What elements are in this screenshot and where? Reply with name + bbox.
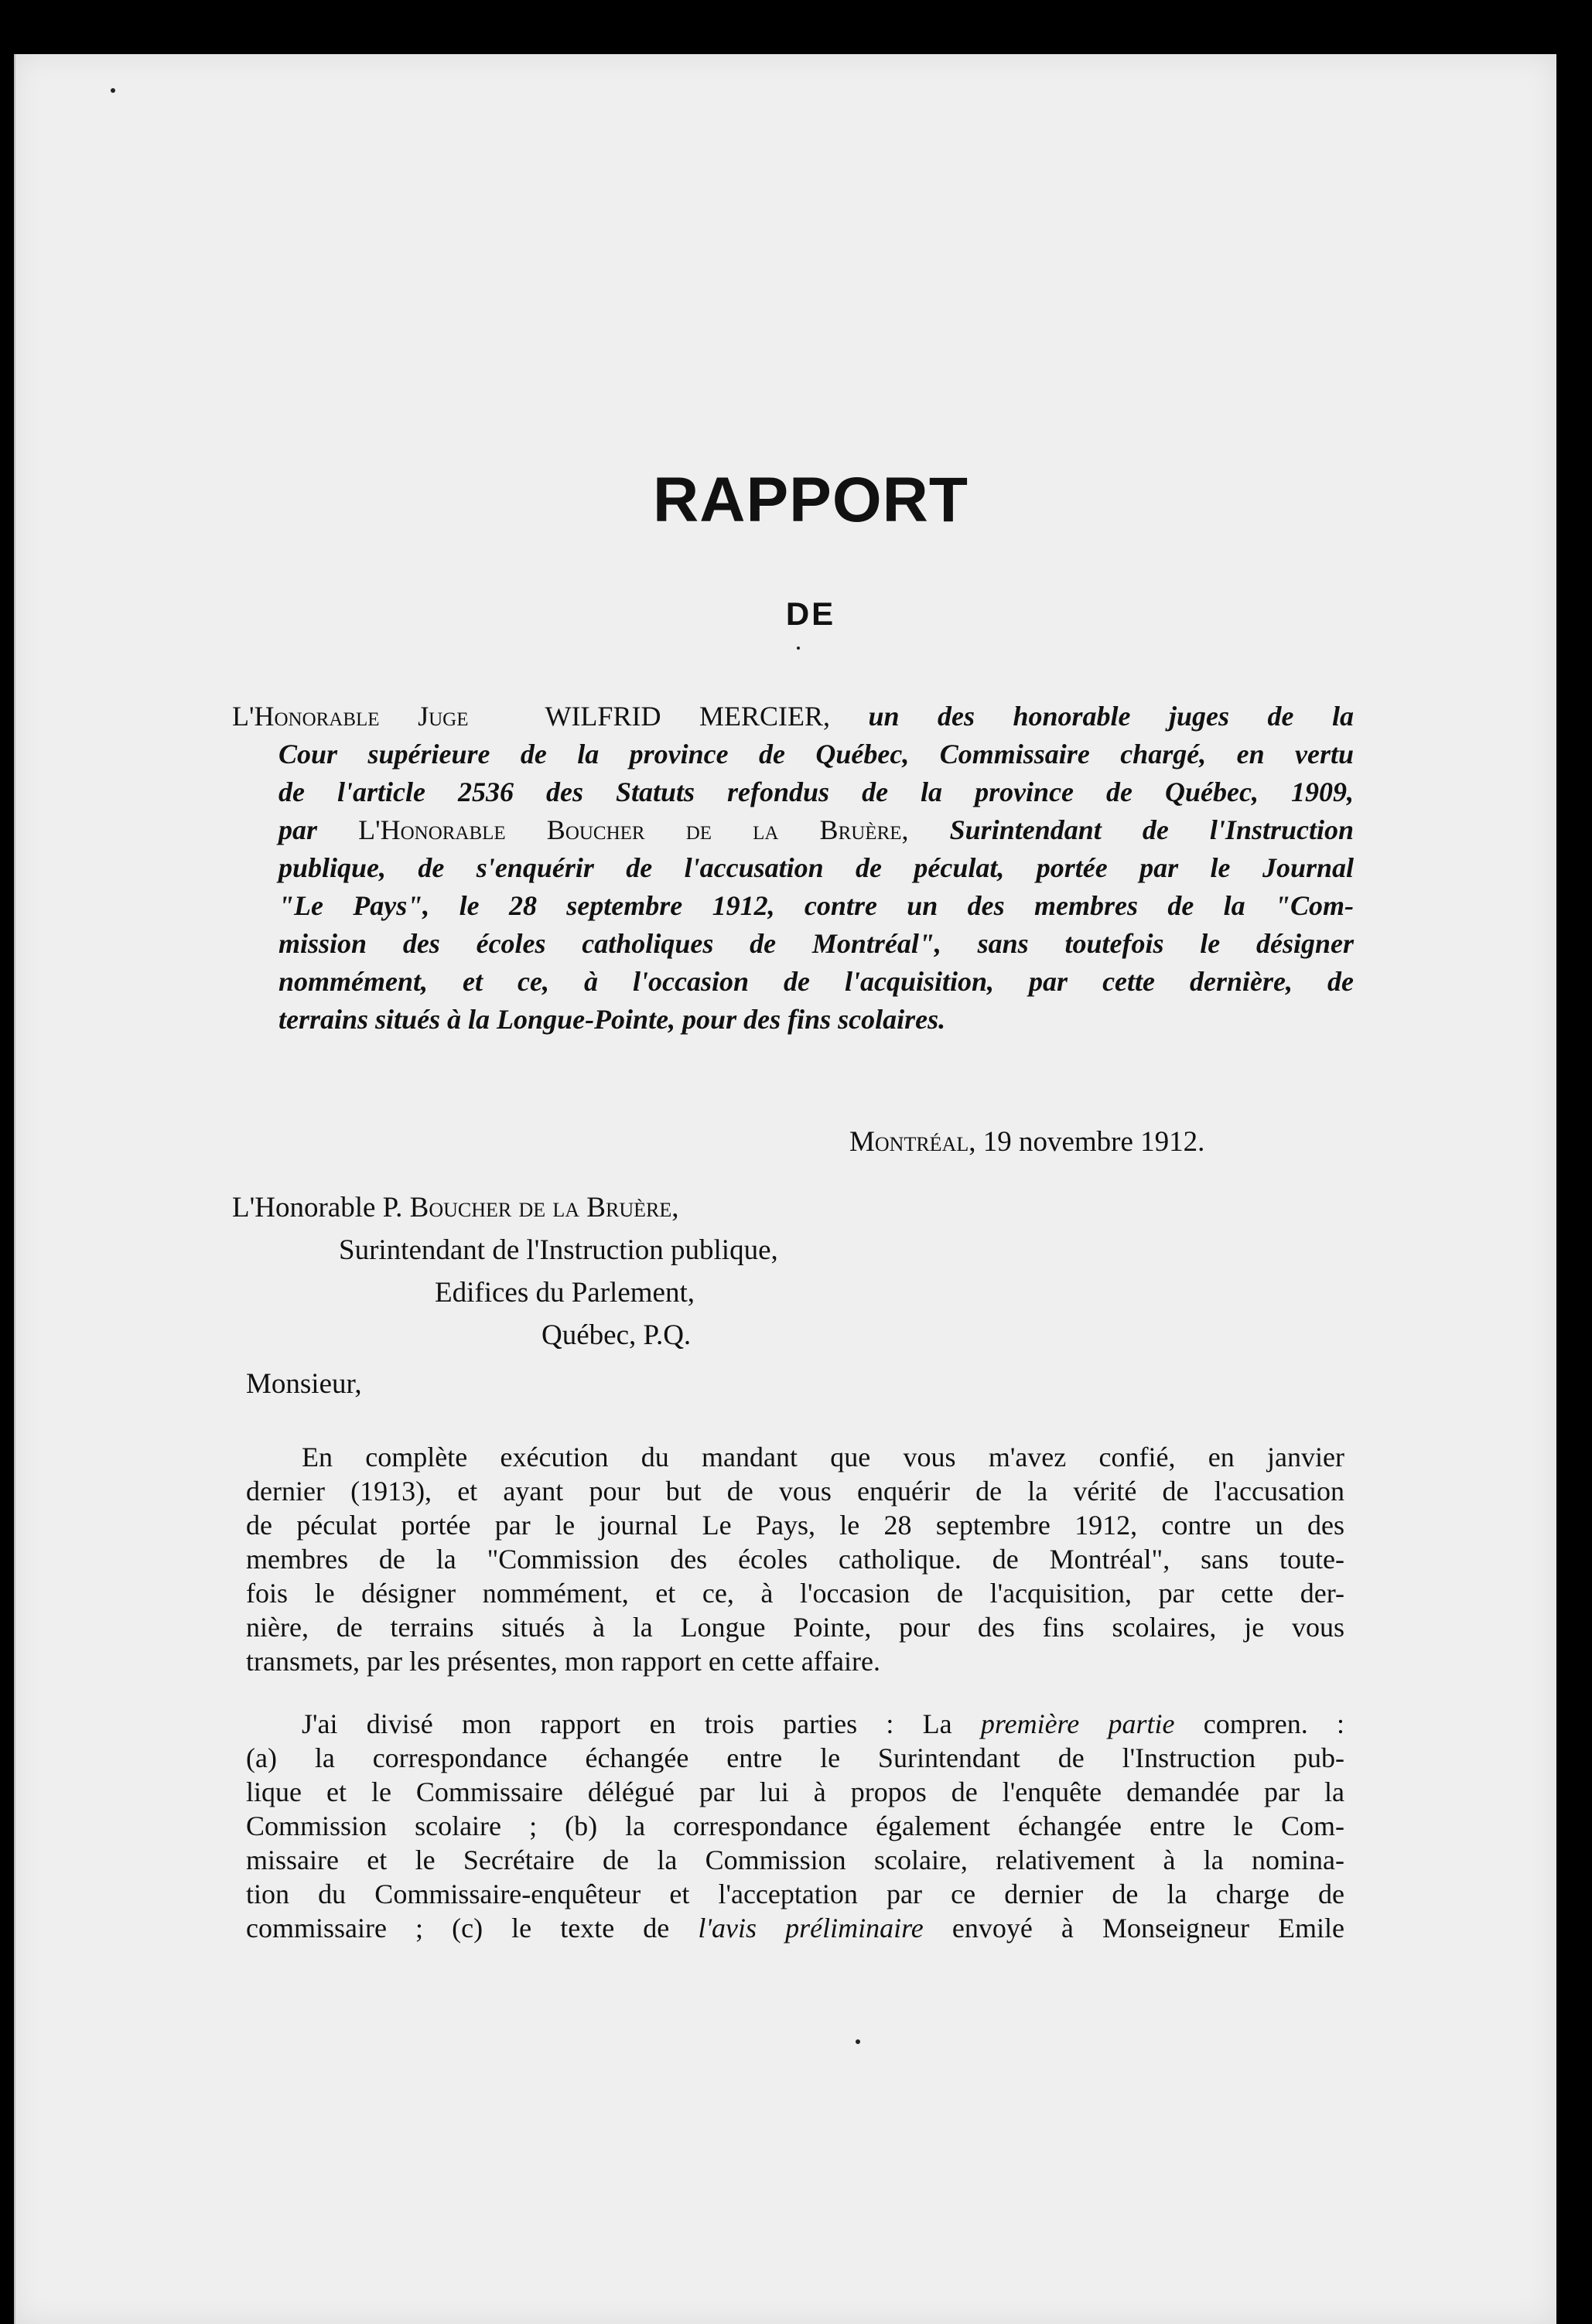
paragraph-line: missaire et le Secrétaire de la Commission scolaire, relativement à la nomina- [246,1845,1344,1875]
address-line [232,1186,778,1229]
heading-line: terrains situés à la Longue-Pointe, pour des fins scolaires. [278,1004,946,1035]
recipient-address [232,1186,778,1357]
heading-text: Surintendant de l'Instruction [949,814,1355,845]
heading-text: un des honorable juges de la [868,701,1355,732]
paragraph-line: fois le désigner nommément, et ce, à l'occasion de l'acquisition, par cette der- [246,1578,1344,1609]
paragraph-text: commissaire ; (c) le texte de [246,1913,670,1943]
heading-judge-name: WILFRID MERCIER, [545,701,830,732]
paragraph-text: J'ai divisé mon rapport en trois parties : La [302,1708,952,1739]
heading-line: "Le Pays", le 28 septembre 1912, contre un des membres de la "Com- [278,890,1354,921]
document-subtitle: DE [785,596,836,632]
paragraph-text: compren. : [1203,1708,1345,1739]
scan-speck [797,647,800,650]
paragraph-line: En complète exécution du mandant que vous m'avez confié, en janvier [302,1442,1344,1473]
heading-text: par [278,814,318,845]
heading-line [232,811,1354,849]
paragraph-line: nière, de terrains situés à la Longue Pointe, pour des fins scolaires, je vous [246,1612,1344,1643]
paragraph-line: transmets, par les présentes, mon rapport en cette affaire. [246,1646,881,1677]
heading-superintendent: L'Honorable Boucher de la Bruère, [358,814,909,845]
address-line: Québec, P.Q. [541,1319,692,1351]
paragraph-line: dernier (1913), et ayant pour but de vous enquérir de la vérité de l'accusation [246,1476,1344,1507]
address-line: Surintendant de l'Instruction publique, [339,1234,778,1266]
heading-line: nommément, et ce, à l'occasion de l'acquisition, par cette dernière, de [278,966,1354,997]
heading-line: publique, de s'enquérir de l'accusation de péculat, portée par le Journal [278,852,1354,883]
page-edge [14,54,15,2324]
paragraph-emphasis: l'avis préliminaire [698,1913,924,1943]
paragraph-line: lique et le Commissaire délégué par lui à propos de l'enquête demandée par la [246,1776,1344,1807]
salutation: Monsieur, [246,1368,362,1400]
address-line: Edifices du Parlement, [435,1277,695,1309]
report-heading [232,698,1354,1039]
paragraph-line [246,1707,1344,1741]
heading-line: mission des écoles catholiques de Montréal", sans toutefois le désigner [278,928,1354,959]
letter-date [849,1125,1204,1159]
date-place: Montréal, [849,1126,976,1158]
address-name: Boucher de la Bruère, [409,1192,679,1223]
heading-honorific: L'Honorable Juge [232,701,469,732]
scan-speck [856,2039,860,2044]
paragraph-2 [246,1707,1344,1945]
paragraph-line: membres de la "Commission des écoles catholique. de Montréal", sans toute- [246,1544,1344,1575]
paragraph-1 [246,1440,1344,1678]
paragraph-line: Commission scolaire ; (b) la correspondance également échangée entre le Com- [246,1810,1344,1841]
paragraph-line: de péculat portée par le journal Le Pays, le 28 septembre 1912, contre un des [246,1510,1344,1541]
paragraph-line: tion du Commissaire-enquêteur et l'acceptation par ce dernier de la charge de [246,1879,1344,1909]
address-honorific: L'Honorable P. [232,1192,403,1223]
paragraph-emphasis: première partie [980,1708,1175,1739]
document-title: RAPPORT [653,465,969,535]
paragraph-line: (a) la correspondance échangée entre le Surintendant de l'Instruction pub- [246,1742,1344,1773]
heading-line [232,698,1354,735]
heading-line: Cour supérieure de la province de Québec, Commissaire chargé, en vertu [278,739,1354,770]
scan-speck [111,88,115,93]
paragraph-line [246,1911,1344,1945]
date-value: 19 novembre 1912. [982,1126,1205,1158]
paragraph-text: envoyé à Monseigneur Emile [951,1913,1345,1943]
heading-line: de l'article 2536 des Statuts refondus de la province de Québec, 1909, [278,776,1354,807]
